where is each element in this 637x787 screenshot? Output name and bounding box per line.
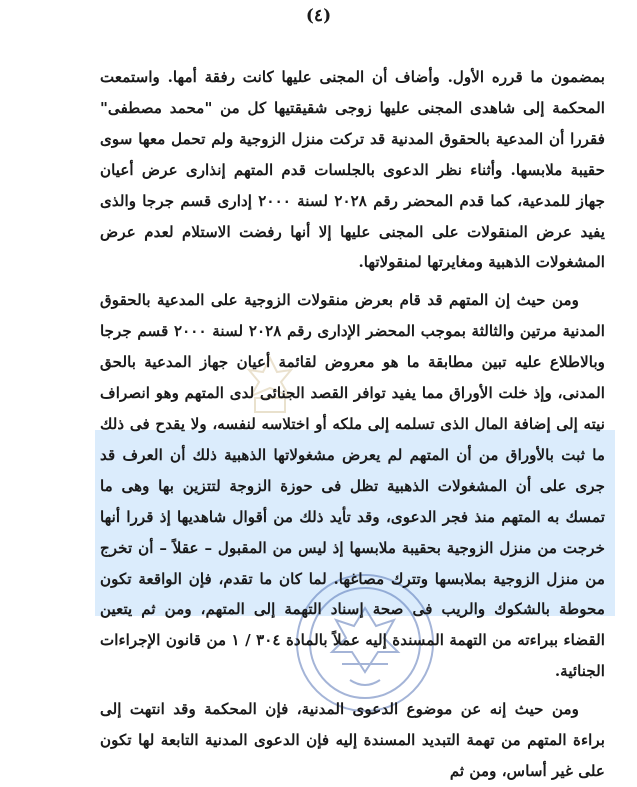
page-number: (٤) bbox=[305, 6, 332, 26]
paragraph-3-text: ومن حيث إنه عن موضوع الدعوى المدنية، فإن المحكمة وقد انتهت إلى براءة المتهم من تهمة التبديد المسندة إليه فإن الدعوى المدنية التابعة لها تكون على غير أساس، ومن ثم bbox=[100, 700, 605, 780]
paragraph-2 bbox=[100, 285, 605, 687]
document-body bbox=[100, 62, 605, 787]
paragraph-2-text: ومن حيث إن المتهم قد قام بعرض منقولات الزوجية على المدعية بالحقوق المدنية مرتين والثالثة بموجب المحضر الإدارى رقم ٢٠٢٨ لسنة ٢٠٠٠ قسم جرجا وبالاطلاع عليه تبين مطابقة ما هو معروض لقائمة أعيان جهاز المدعية بالحق المدنى، وإذ خلت الأوراق مما يفيد توافر القصد الجنائى لدى المتهم وهو انصراف نيته إلى إضافة المال الذى تسلمه إلى ملكه أو اختلاسه لنفسه، ولا يقدح فى ذلك ما ثبت بالأوراق من أن المتهم لم يعرض مشغولاتها الذهبية ذلك أن العرف قد جرى على أن المشغولات الذهبية تظل فى حوزة الزوجة لتتزين بها وهى ما تمسك به المتهم منذ فجر الدعوى، وقد تأيد ذلك من أقوال شاهديها إذ قررا أنها خرجت من منزل الزوجية بحقيبة ملابسها إذ ليس من المقبول – عقلاً – أن تخرج من منزل الزوجية بملابسها وتترك مصاغها. لما كان ما تقدم، فإن الواقعة تكون محوطة بالشكوك والريب فى صحة إسناد التهمة إلى المتهم، ومن ثم يتعين القضاء ببراءته من التهمة المسندة إليه عملاً بالمادة ٣٠٤ / ١ من قانون الإجراءات الجنائية. bbox=[100, 291, 606, 681]
paragraph-1: بمضمون ما قرره الأول. وأضاف أن المجنى عليها كانت رفقة أمها. واستمعت المحكمة إلى شاهدى المجنى عليها زوجى شقيقتيها كل من "محمد مصطفى" فقررا أن المدعية بالحقوق المدنية قد تركت منزل الزوجية ولم تحمل معها سوى حقيبة ملابسها. وأثناء نظر الدعوى بالجلسات قدم المتهم إنذارى عرض أعيان جهاز للمدعية، كما قدم المحضر رقم ٢٠٢٨ لسنة ٢٠٠٠ إدارى قسم جرجا والذى يفيد عرض المنقولات على المجنى عليها إلا أنها رفضت الاستلام لعدم عرض المشغولات الذهبية ومغايرتها لمنقولاتها. bbox=[100, 68, 605, 272]
paragraph-3 bbox=[100, 694, 605, 787]
